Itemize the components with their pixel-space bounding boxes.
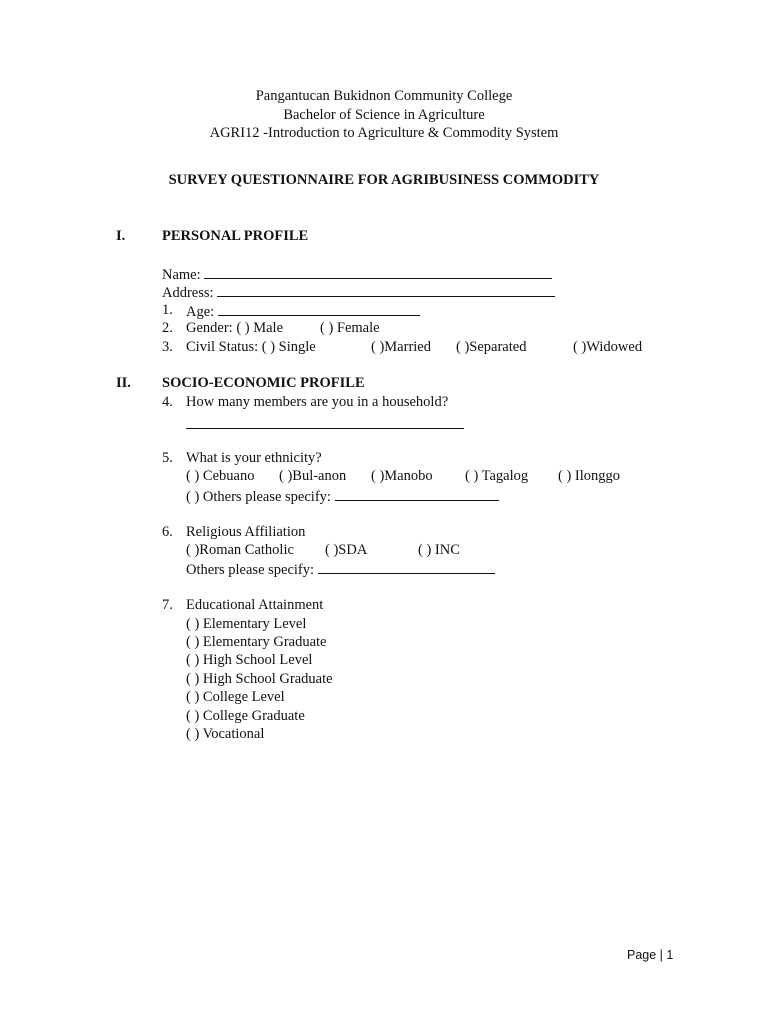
name-label: Name: [162,267,201,283]
age-label: Age: [186,304,215,320]
q4-number: 4. [162,394,173,410]
education-college-level-option[interactable]: ( ) College Level [186,689,285,705]
education-question: Educational Attainment [186,597,324,613]
religion-inc-option[interactable]: ( ) INC [418,542,460,558]
religion-others-row [186,559,495,579]
religion-question: Religious Affiliation [186,524,306,540]
age-blank-line[interactable] [218,301,420,316]
survey-title: SURVEY QUESTIONNAIRE FOR AGRIBUSINESS COMMODITY [168,172,600,188]
ethnicity-question: What is your ethnicity? [186,450,322,466]
address-field-row [162,282,555,302]
education-high-school-level-option[interactable]: ( ) High School Level [186,652,313,668]
religion-others-blank-line[interactable] [318,559,495,574]
gender-male-option[interactable]: Gender: ( ) Male [186,320,284,336]
religion-sda-option[interactable]: ( )SDA [325,542,368,558]
ethnicity-tagalog-option[interactable]: ( ) Tagalog [465,468,529,484]
address-label: Address: [162,285,214,301]
education-vocational-option[interactable]: ( ) Vocational [186,726,265,742]
q6-number: 6. [162,524,173,540]
name-field-row [162,264,552,284]
ethnicity-others-option[interactable]: ( ) Others please specify: [186,489,331,505]
section-1-heading: PERSONAL PROFILE [162,228,309,244]
education-elementary-graduate-option[interactable]: ( ) Elementary Graduate [186,634,327,650]
religion-roman-catholic-option[interactable]: ( )Roman Catholic [186,542,294,558]
education-high-school-graduate-option[interactable]: ( ) High School Graduate [186,671,333,687]
q3-number: 3. [162,339,173,355]
age-field-row [186,301,420,321]
civil-status-widowed-option[interactable]: ( )Widowed [573,339,643,355]
education-elementary-level-option[interactable]: ( ) Elementary Level [186,616,307,632]
page-number: Page | 1 [627,948,674,962]
ethnicity-others-blank-line[interactable] [335,486,499,501]
civil-status-single-option[interactable]: Civil Status: ( ) Single [186,339,316,355]
civil-status-married-option[interactable]: ( )Married [371,339,431,355]
q5-number: 5. [162,450,173,466]
q1-number: 1. [162,302,173,318]
ethnicity-others-row [186,486,499,506]
college-name: Pangantucan Bukidnon Community College [255,88,513,104]
civil-status-separated-option[interactable]: ( )Separated [456,339,527,355]
household-question: How many members are you in a household? [186,394,449,410]
q2-number: 2. [162,320,173,336]
education-college-graduate-option[interactable]: ( ) College Graduate [186,708,305,724]
section-2-heading: SOCIO-ECONOMIC PROFILE [162,375,365,391]
ethnicity-bulanon-option[interactable]: ( )Bul-anon [279,468,347,484]
q7-number: 7. [162,597,173,613]
household-blank-line[interactable] [186,428,464,429]
name-blank-line[interactable] [204,264,552,279]
ethnicity-cebuano-option[interactable]: ( ) Cebuano [186,468,255,484]
program-name: Bachelor of Science in Agriculture [283,107,485,123]
section-2-numeral: II. [116,375,131,391]
section-1-numeral: I. [116,228,126,244]
course-name: AGRI12 -Introduction to Agriculture & Commodity System [209,125,559,141]
ethnicity-manobo-option[interactable]: ( )Manobo [371,468,433,484]
religion-others-label: Others please specify: [186,562,315,578]
address-blank-line[interactable] [217,282,555,297]
ethnicity-ilonggo-option[interactable]: ( ) Ilonggo [558,468,621,484]
gender-female-option[interactable]: ( ) Female [320,320,380,336]
